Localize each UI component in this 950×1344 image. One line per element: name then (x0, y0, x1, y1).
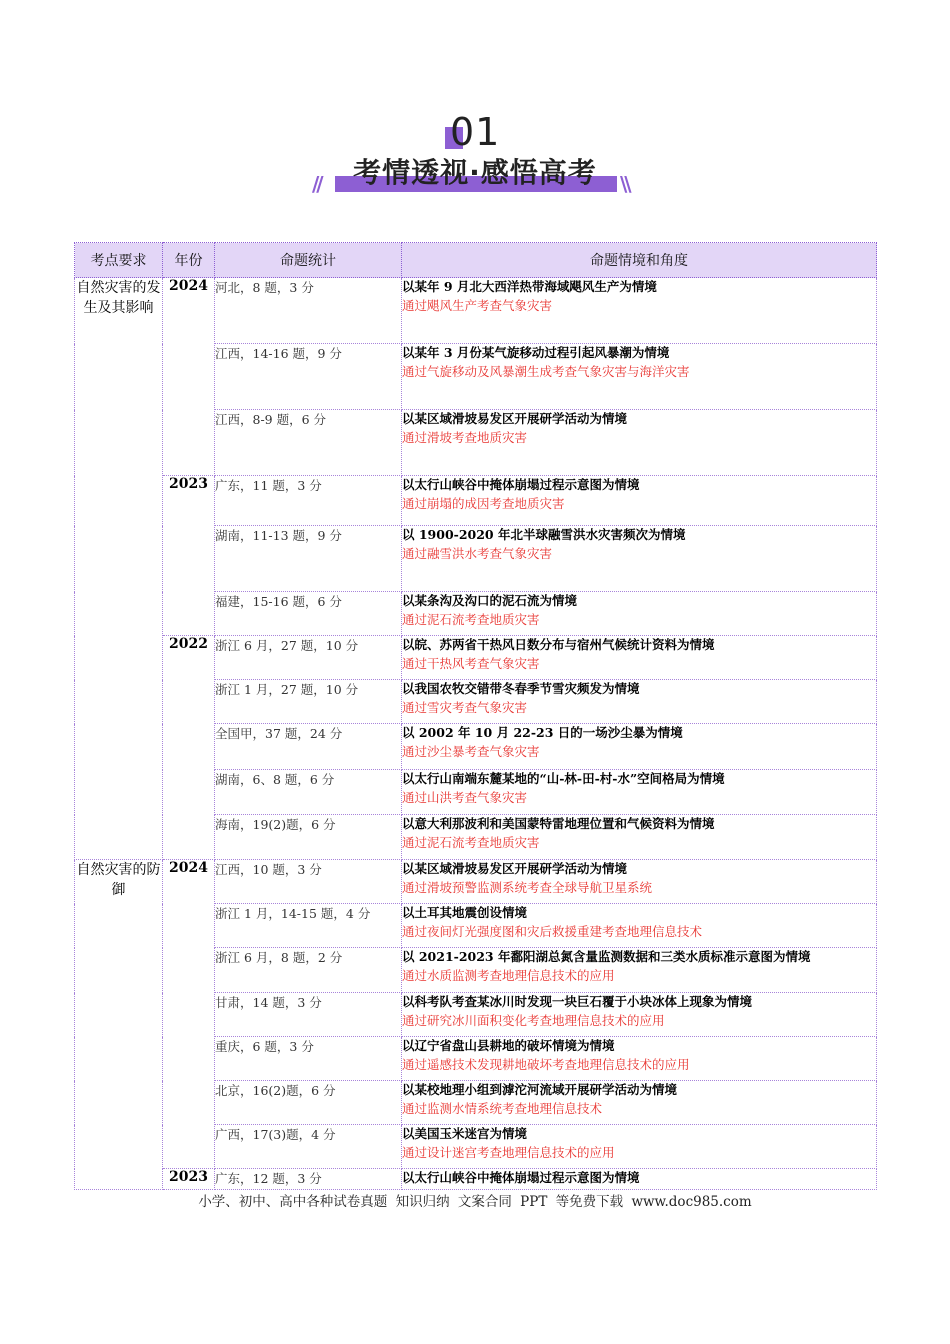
context-text: 以某校地理小组到滹沱河流域开展研学活动为情境 (402, 1082, 678, 1097)
context-cell (402, 904, 877, 948)
context-text: 以我国农牧交错带冬春季节雪灾频发为情境 (402, 681, 640, 696)
table-row (75, 1169, 877, 1190)
stat-cell: 江西，14-16 题，9 分 (215, 344, 402, 410)
context-text: 以太行山峡谷中掩体崩塌过程示意图为情境 (402, 477, 640, 492)
table-header-row (75, 243, 877, 278)
context-text: 以辽宁省盘山县耕地的破坏情境为情境 (402, 1038, 615, 1053)
column-header-stat: 命题统计 (215, 243, 402, 278)
context-text: 以美国玉米迷宫为情境 (402, 1126, 528, 1141)
requirement-cell: 自然灾害的发生及其影响 (75, 278, 163, 860)
stat-cell: 浙江 6 月，8 题，2 分 (215, 948, 402, 993)
context-text: 以太行山南端东麓某地的“山-林-田-村-水”空间格局为情境 (402, 771, 725, 786)
angle-text: 通过水质监测考查地理信息技术的应用 (402, 968, 615, 983)
stat-cell: 全国甲，37 题，24 分 (215, 724, 402, 770)
angle-text: 通过滑坡预警监测系统考查全球导航卫星系统 (402, 880, 653, 895)
context-text: 以太行山峡谷中掩体崩塌过程示意图为情境 (402, 1170, 640, 1185)
slash-decoration-right: \\ (620, 172, 629, 196)
year-cell: 2022 (163, 636, 215, 860)
context-text: 以 2002 年 10 月 22-23 日的一场沙尘暴为情境 (402, 725, 683, 740)
context-cell (402, 724, 877, 770)
exam-analysis-table (74, 242, 877, 1190)
requirement-cell: 自然灾害的防御 (75, 860, 163, 1190)
stat-cell: 湖南，11-13 题，9 分 (215, 526, 402, 592)
context-text: 以科考队考查某冰川时发现一块巨石覆于小块冰体上现象为情境 (402, 994, 753, 1009)
angle-text: 通过遥感技术发现耕地破坏考查地理信息技术的应用 (402, 1057, 690, 1072)
context-cell (402, 680, 877, 724)
context-text: 以某区域滑坡易发区开展研学活动为情境 (402, 861, 628, 876)
section-title: 考情透视·感悟高考 (353, 156, 597, 189)
context-text: 以某区域滑坡易发区开展研学活动为情境 (402, 411, 628, 426)
angle-text: 通过融雪洪水考查气象灾害 (402, 546, 553, 561)
stat-cell: 浙江 6 月，27 题，10 分 (215, 636, 402, 680)
stat-cell: 广东，12 题，3 分 (215, 1169, 402, 1190)
context-cell (402, 592, 877, 636)
stat-cell: 重庆，6 题，3 分 (215, 1037, 402, 1081)
context-cell (402, 476, 877, 526)
context-text: 以土耳其地震创设情境 (402, 905, 528, 920)
table-row (75, 636, 877, 680)
table-row (75, 476, 877, 526)
year-cell: 2023 (163, 1169, 215, 1190)
angle-text: 通过监测水情系统考查地理信息技术 (402, 1101, 603, 1116)
angle-text: 通过设计迷宫考查地理信息技术的应用 (402, 1145, 615, 1160)
stat-cell: 北京，16(2)题，6 分 (215, 1081, 402, 1125)
context-text: 以 2021-2023 年鄱阳湖总氮含量监测数据和三类水质标准示意图为情境 (402, 949, 811, 964)
context-cell (402, 815, 877, 860)
context-text: 以某条沟及沟口的泥石流为情境 (402, 593, 578, 608)
footer-text: 小学、初中、高中各种试卷真题 知识归纳 文案合同 PPT 等免费下载 www.doc985.com (198, 1194, 752, 1210)
context-cell (402, 948, 877, 993)
context-text: 以某年 3 月份某气旋移动过程引起风暴潮为情境 (402, 345, 670, 360)
stat-cell: 广东，11 题，3 分 (215, 476, 402, 526)
context-cell (402, 770, 877, 815)
context-cell (402, 526, 877, 592)
stat-cell: 甘肃，14 题，3 分 (215, 993, 402, 1037)
angle-text: 通过气旋移动及风暴潮生成考查气象灾害与海洋灾害 (402, 364, 690, 379)
angle-text: 通过夜间灯光强度图和灾后救援重建考查地理信息技术 (402, 924, 703, 939)
section-number: 01 (450, 110, 501, 154)
stat-cell: 广西，17(3)题，4 分 (215, 1125, 402, 1169)
angle-text: 通过干热风考查气象灾害 (402, 656, 540, 671)
year-cell: 2023 (163, 476, 215, 636)
stat-cell: 河北，8 题，3 分 (215, 278, 402, 344)
context-cell (402, 1081, 877, 1125)
context-cell (402, 636, 877, 680)
year-cell: 2024 (163, 860, 215, 1169)
context-text: 以意大利那波利和美国蒙特雷地理位置和气候资料为情境 (402, 816, 715, 831)
angle-text: 通过沙尘暴考查气象灾害 (402, 744, 540, 759)
column-header-requirement: 考点要求 (75, 243, 163, 278)
angle-text: 通过研究冰川面积变化考查地理信息技术的应用 (402, 1013, 665, 1028)
stat-cell: 海南，19(2)题，6 分 (215, 815, 402, 860)
stat-cell: 福建，15-16 题，6 分 (215, 592, 402, 636)
stat-cell: 浙江 1 月，14-15 题，4 分 (215, 904, 402, 948)
angle-text: 通过崩塌的成因考查地质灾害 (402, 496, 565, 511)
table-row (75, 278, 877, 344)
context-cell (402, 344, 877, 410)
context-text: 以 1900-2020 年北半球融雪洪水灾害频次为情境 (402, 527, 686, 542)
context-cell (402, 1125, 877, 1169)
slash-decoration-left: // (312, 172, 321, 196)
context-text: 以皖、苏两省干热风日数分布与宿州气候统计资料为情境 (402, 637, 715, 652)
stat-cell: 湖南，6、8 题，6 分 (215, 770, 402, 815)
context-cell (402, 1169, 877, 1190)
angle-text: 通过雪灾考查气象灾害 (402, 700, 528, 715)
context-cell (402, 410, 877, 476)
angle-text: 通过泥石流考查地质灾害 (402, 612, 540, 627)
context-cell (402, 278, 877, 344)
column-header-year: 年份 (163, 243, 215, 278)
stat-cell: 浙江 1 月，27 题，10 分 (215, 680, 402, 724)
context-cell (402, 860, 877, 904)
angle-text: 通过飓风生产考查气象灾害 (402, 298, 553, 313)
stat-cell: 江西，8-9 题，6 分 (215, 410, 402, 476)
context-cell (402, 1037, 877, 1081)
context-cell (402, 993, 877, 1037)
column-header-context: 命题情境和角度 (402, 243, 877, 278)
year-cell: 2024 (163, 278, 215, 476)
context-text: 以某年 9 月北大西洋热带海域飓风生产为情境 (402, 279, 657, 294)
table-row (75, 860, 877, 904)
angle-text: 通过滑坡考查地质灾害 (402, 430, 528, 445)
angle-text: 通过泥石流考查地质灾害 (402, 835, 540, 850)
angle-text: 通过山洪考查气象灾害 (402, 790, 528, 805)
section-banner (0, 110, 950, 200)
stat-cell: 江西，10 题，3 分 (215, 860, 402, 904)
